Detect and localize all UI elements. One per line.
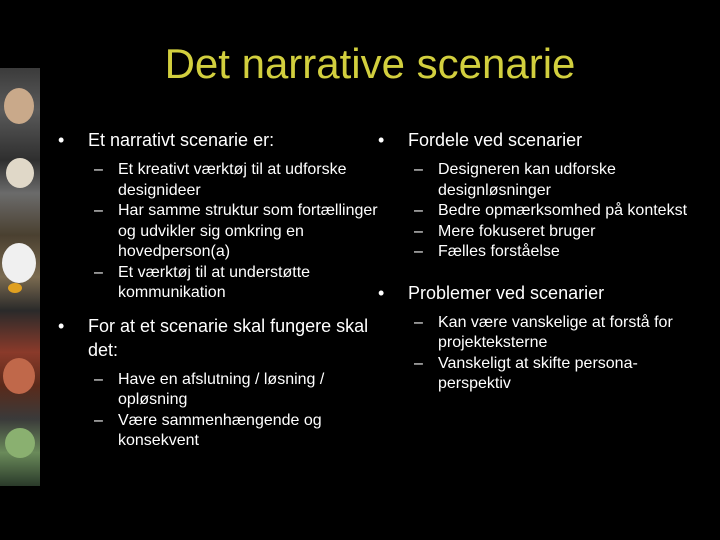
sub-bullet-text: Et værktøj til at understøtte kommunikation bbox=[118, 263, 311, 301]
dash-marker: – bbox=[414, 222, 423, 240]
bullet-text: Problemer ved scenarier bbox=[408, 282, 605, 303]
bullet-problems bbox=[378, 281, 698, 395]
sub-bullet-text: Bedre opmærksomhed på kontekst bbox=[438, 202, 688, 219]
dash-marker: – bbox=[414, 313, 423, 331]
sub-bullet-text: Fælles forståelse bbox=[438, 243, 560, 260]
bullet-text: For at et scenarie skal fungere skal det: bbox=[88, 315, 369, 360]
dash-marker: – bbox=[414, 202, 423, 219]
sub-bullet-text: Har samme struktur som fortællinger og udvikler sig omkring en hovedperson(a) bbox=[118, 202, 378, 260]
sub-bullet-text: Et kreativt værktøj til at udforske designideer bbox=[118, 161, 347, 199]
slide-title: Det narrative scenarie bbox=[164, 40, 576, 87]
sub-bullet-text: Mere fokuseret bruger bbox=[438, 222, 596, 240]
dash-marker: – bbox=[94, 370, 103, 388]
dash-marker: – bbox=[414, 354, 423, 372]
dash-marker: – bbox=[94, 161, 103, 178]
bullet-narrative-scenario bbox=[58, 128, 378, 304]
sub-bullet-text: Vanskeligt at skifte persona-perspektiv bbox=[438, 354, 638, 392]
bullet-marker: • bbox=[378, 130, 385, 150]
dash-marker: – bbox=[414, 243, 423, 260]
bullet-text: Fordele ved scenarier bbox=[408, 130, 583, 150]
bullet-marker: • bbox=[58, 130, 65, 150]
left-column bbox=[58, 128, 378, 462]
sub-bullet-text: Kan være vanskelige at forstå for projekteksterne bbox=[438, 313, 673, 351]
bullet-marker: • bbox=[378, 282, 385, 303]
right-column bbox=[378, 128, 698, 405]
dash-marker: – bbox=[94, 411, 103, 429]
dash-marker: – bbox=[94, 263, 103, 281]
sub-bullet-text: Designeren kan udforske designløsninger bbox=[438, 161, 616, 199]
cartoon-image-strip bbox=[0, 68, 40, 486]
bullet-advantages bbox=[378, 128, 698, 263]
bullet-marker: • bbox=[58, 315, 65, 336]
dash-marker: – bbox=[94, 202, 103, 219]
bullet-scenario-requirements bbox=[58, 314, 378, 452]
sub-bullet-text: Have en afslutning / løsning / opløsning bbox=[118, 370, 325, 408]
dash-marker: – bbox=[414, 161, 423, 178]
bullet-text: Et narrativt scenarie er: bbox=[88, 130, 275, 150]
sub-bullet-text: Være sammenhængende og konsekvent bbox=[118, 411, 322, 449]
